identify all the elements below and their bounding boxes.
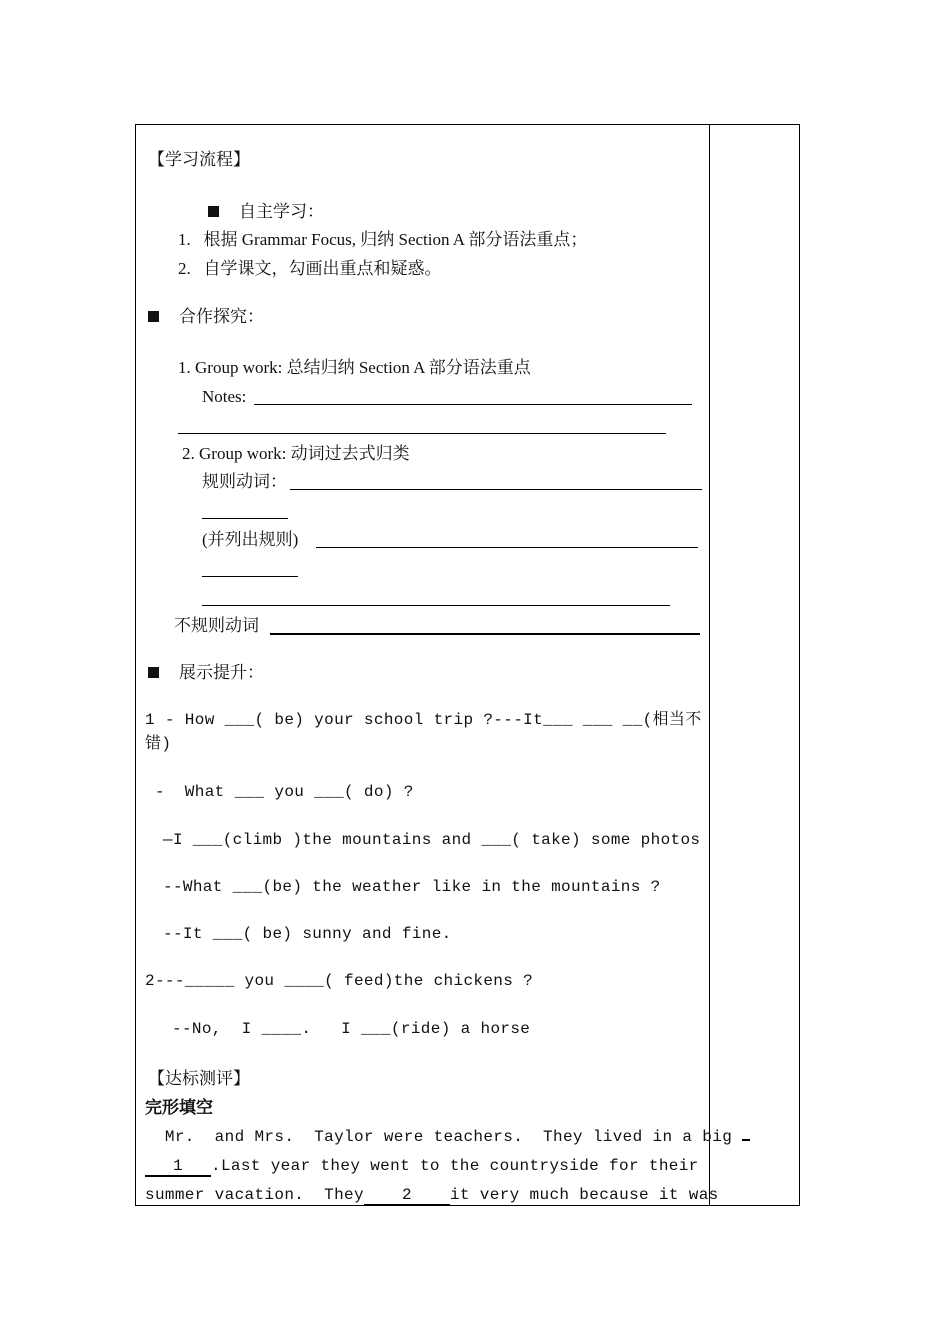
rules-answer-line[interactable]: [316, 547, 698, 548]
notes-label: Notes:: [202, 387, 247, 406]
lesson-table: [135, 124, 800, 1206]
irregular-verbs-answer-line[interactable]: [270, 633, 700, 635]
exercise-line-1: 1 - How ___( be) your school trip ?---It___ ___ __(相当不: [145, 711, 702, 729]
rules-label: (并列出规则): [202, 530, 299, 549]
exercise-line-6: 2---_____ you ____( feed)the chickens ?: [145, 972, 534, 990]
exercise-line-4: --What ___(be) the weather like in the mountains ?: [163, 878, 661, 896]
square-bullet-icon: [208, 206, 219, 217]
self-study-heading: 自主学习：: [208, 201, 324, 223]
cloze-line-3: summer vacation. They 2 it very much because it was: [145, 1186, 719, 1204]
group-work-1: 1. Group work: 总结归纳 Section A 部分语法重点: [178, 358, 531, 377]
assessment-heading: 【达标测评】: [148, 1069, 250, 1088]
regular-verbs-answer-line[interactable]: [290, 489, 702, 490]
learning-process-heading: 【学习流程】: [148, 150, 250, 169]
self-study-item-2: 2. 自学课文，勾画出重点和疑惑。: [178, 259, 442, 278]
cloze-title: 完形填空: [145, 1098, 213, 1117]
exercise-line-5: --It ___( be) sunny and fine.: [163, 925, 452, 943]
exercise-line-3: —I ___(climb )the mountains and ___( take) some photos: [163, 831, 701, 849]
notes-answer-line[interactable]: [254, 404, 692, 405]
rules-answer-line-2[interactable]: [202, 576, 298, 577]
cloze-blank-1[interactable]: 1: [145, 1157, 211, 1177]
display-heading: 展示提升：: [148, 662, 264, 684]
cloze-blank-2[interactable]: 2: [364, 1186, 450, 1206]
square-bullet-icon: [148, 311, 159, 322]
cooperation-heading: 合作探究：: [148, 306, 264, 328]
exercise-line-1-cont: 错): [145, 735, 172, 753]
exercise-line-2: - What ___ you ___( do) ?: [145, 783, 414, 801]
regular-verbs-label: 规则动词：: [202, 472, 287, 491]
side-column-divider: [709, 125, 710, 1205]
exercise-line-7: --No, I ____. I ___(ride) a horse: [172, 1020, 531, 1038]
regular-verbs-answer-line-2[interactable]: [202, 518, 288, 519]
group-work-2: 2. Group work: 动词过去式归类: [182, 444, 410, 463]
cloze-line-2: 1 .Last year they went to the countryside for their: [145, 1155, 699, 1177]
irregular-verbs-label: 不规则动词: [174, 616, 259, 635]
rules-answer-line-3[interactable]: [202, 605, 670, 606]
square-bullet-icon: [148, 667, 159, 678]
notes-answer-line-2[interactable]: [178, 433, 666, 434]
cloze-blank-1-start[interactable]: [742, 1139, 750, 1141]
self-study-item-1: 1. 根据 Grammar Focus, 归纳 Section A 部分语法重点；: [178, 230, 588, 249]
cloze-line-1: Mr. and Mrs. Taylor were teachers. They lived in a big: [145, 1126, 750, 1148]
